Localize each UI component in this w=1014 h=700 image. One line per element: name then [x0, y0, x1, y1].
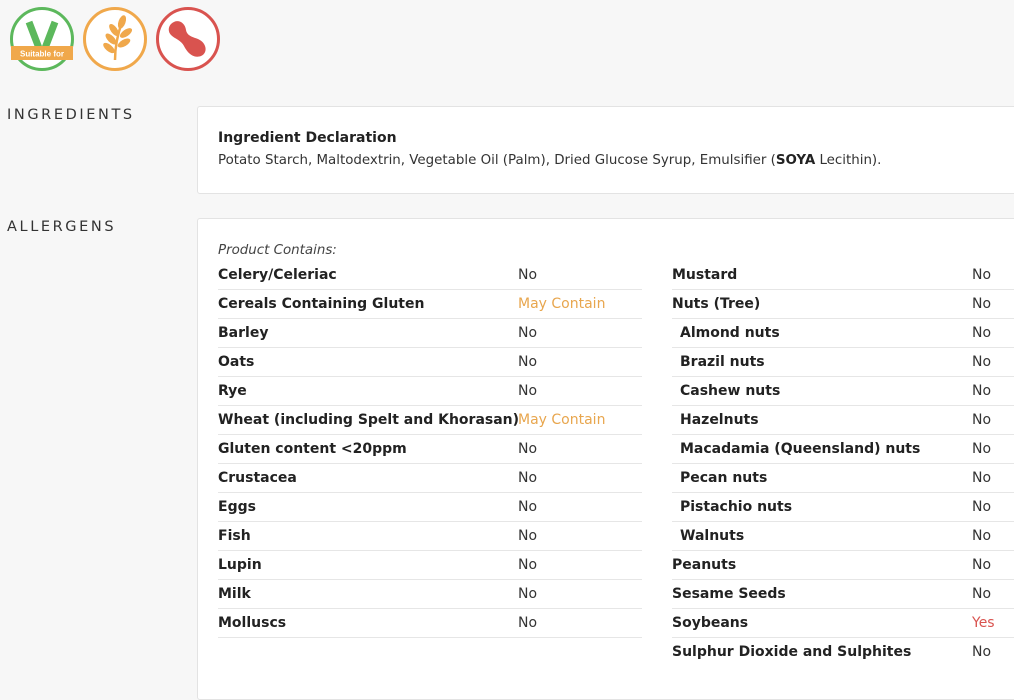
allergen-status: No: [972, 499, 992, 515]
allergen-status: No: [518, 528, 538, 544]
allergen-name: Eggs: [218, 499, 256, 515]
allergen-row: [218, 493, 642, 522]
allergen-name: Gluten content <20ppm: [218, 441, 407, 457]
allergen-row: [218, 319, 642, 348]
allergen-status: No: [972, 441, 992, 457]
ingredients-card: [197, 106, 1014, 194]
allergen-name: Soybeans: [672, 615, 749, 631]
allergen-row: [218, 261, 642, 290]
allergen-name: Barley: [218, 325, 269, 341]
vegan-badge-icon: [9, 6, 75, 72]
allergen-status: No: [972, 470, 992, 486]
allergen-row: [672, 406, 1014, 435]
product-contains-label: Product Contains:: [218, 243, 337, 258]
allergen-status: No: [972, 557, 992, 573]
allergen-status: No: [972, 325, 992, 341]
allergen-name: Macadamia (Queensland) nuts: [680, 441, 921, 457]
allergen-name: Nuts (Tree): [672, 296, 761, 312]
allergen-row: [672, 435, 1014, 464]
allergen-status: No: [972, 586, 992, 602]
allergen-name: Molluscs: [218, 615, 287, 631]
allergen-status: No: [972, 383, 992, 399]
allergen-status: No: [972, 412, 992, 428]
allergen-row: [218, 377, 642, 406]
allergen-highlight: SOYA: [775, 153, 816, 168]
allergen-row: [672, 464, 1014, 493]
allergen-name: Cereals Containing Gluten: [218, 296, 425, 312]
ingredient-declaration-title: Ingredient Declaration: [218, 130, 397, 146]
allergen-status: No: [972, 296, 992, 312]
allergens-card: [197, 218, 1014, 700]
allergen-row: [672, 493, 1014, 522]
allergen-status: May Contain: [518, 296, 606, 312]
allergen-row: [672, 377, 1014, 406]
allergen-row: [218, 406, 642, 435]
allergen-status: No: [972, 644, 992, 660]
allergen-row: [672, 580, 1014, 609]
allergen-status: May Contain: [518, 412, 606, 428]
gluten-badge-icon: [82, 6, 148, 72]
allergen-row: [672, 551, 1014, 580]
allergen-name: Rye: [218, 383, 247, 399]
allergen-status: No: [518, 499, 538, 515]
allergen-status: No: [518, 325, 538, 341]
allergen-name: Mustard: [672, 267, 738, 283]
allergen-list-right: [672, 261, 1014, 667]
allergen-status: No: [518, 441, 538, 457]
ingredients-text-part: Lecithin).: [815, 153, 882, 168]
allergen-row: [672, 522, 1014, 551]
allergen-name: Fish: [218, 528, 251, 544]
allergen-row: [672, 261, 1014, 290]
allergen-name: Lupin: [218, 557, 262, 573]
allergen-name: Hazelnuts: [680, 412, 759, 428]
allergens-heading: ALLERGENS: [7, 219, 117, 235]
allergen-name: Crustacea: [218, 470, 297, 486]
allergen-status: No: [518, 470, 538, 486]
allergen-name: Oats: [218, 354, 255, 370]
allergen-row: [218, 609, 642, 638]
allergen-row: [218, 435, 642, 464]
allergen-row: [218, 348, 642, 377]
allergen-row: [218, 580, 642, 609]
allergen-row: [218, 290, 642, 319]
allergen-name: Brazil nuts: [680, 354, 765, 370]
allergen-name: Almond nuts: [680, 325, 780, 341]
allergen-status: No: [972, 267, 992, 283]
allergen-name: Cashew nuts: [680, 383, 781, 399]
ingredient-declaration-text: [218, 153, 881, 168]
allergen-row: [672, 290, 1014, 319]
allergen-row: [672, 319, 1014, 348]
allergen-status: No: [518, 267, 538, 283]
allergen-status: No: [972, 354, 992, 370]
allergen-name: Peanuts: [672, 557, 737, 573]
allergen-name: Pistachio nuts: [680, 499, 793, 515]
ingredients-text-part: Potato Starch, Maltodextrin, Vegetable Oil (Palm), Dried Glucose Syrup, Emulsifier (: [218, 153, 776, 168]
allergen-row: [218, 551, 642, 580]
allergen-name: Walnuts: [680, 528, 745, 544]
allergen-row: [672, 348, 1014, 377]
allergen-status: No: [972, 528, 992, 544]
allergen-row: [218, 522, 642, 551]
allergen-status: No: [518, 586, 538, 602]
allergen-status: No: [518, 557, 538, 573]
ingredients-heading: INGREDIENTS: [7, 107, 135, 123]
allergen-list-left: [218, 261, 642, 638]
allergen-name: Sesame Seeds: [672, 586, 786, 602]
allergen-row: [672, 609, 1014, 638]
allergen-status: Yes: [972, 615, 995, 631]
allergen-row: [218, 464, 642, 493]
soya-badge-icon: [155, 6, 221, 72]
allergen-name: Sulphur Dioxide and Sulphites: [672, 644, 912, 660]
allergen-status: No: [518, 383, 538, 399]
allergen-name: Milk: [218, 586, 251, 602]
vegan-badge-text: Suitable for: [19, 49, 65, 59]
allergen-row: [672, 638, 1014, 667]
allergen-name: Celery/Celeriac: [218, 267, 337, 283]
allergen-status: No: [518, 615, 538, 631]
allergen-name: Wheat (including Spelt and Khorasan): [218, 412, 520, 428]
allergen-status: No: [518, 354, 538, 370]
allergen-name: Pecan nuts: [680, 470, 768, 486]
